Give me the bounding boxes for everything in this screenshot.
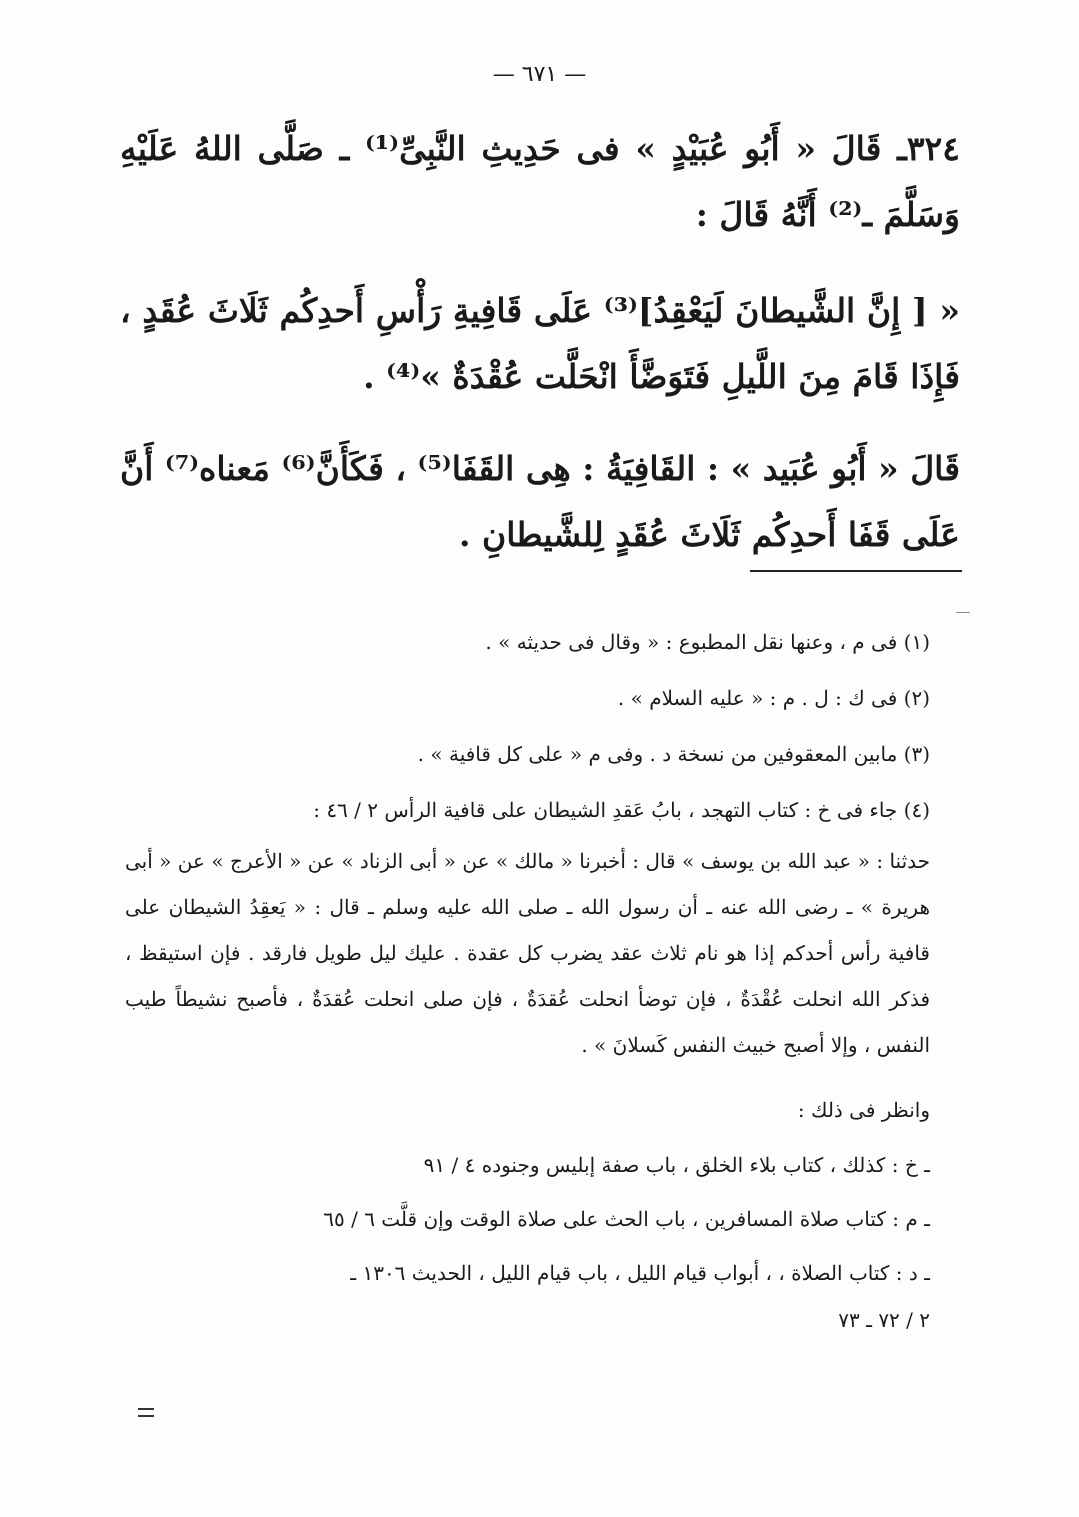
footnote-4-body: حدثنا : « عبد الله بن يوسف » قال : أخبرنا « مالك » عن « أبى الزناد » عن « الأعرج » عن « أبى هريرة » ـ رضى الله عنه ـ أن رسول الله ـ صلى الله عليه وسلم ـ قال : « يَعقِدُ الشيطان على قافية رأس أحدكم إذا هو نام ثلاث عقد يضرب كل عقدة . عليك ليل طويل فارقد . فإن استيقظ ، فذكر الله انحلت عُقْدَةٌ ، فإن توضأ انحلت عُقدَةٌ ، فإن صلى انحلت عُقدَةٌ ، فأصبح نشيطاً طيب النفس ، وإلا أصبح خبيث النفس كَسلانَ » .	[125, 849, 930, 1057]
footnote-divider	[750, 570, 962, 572]
reference-2: ـ م : كتاب صلاة المسافرين ، باب الحث على صلاة الوقت وإن قلَّت ٦ / ٦٥	[323, 1207, 930, 1231]
main-text	[120, 116, 960, 568]
footnote-4-heading: (٤) جاء فى خ : كتاب التهجد ، بابُ عَقدِ الشيطان على قافية الرأس ٢ / ٤٦ :	[313, 798, 930, 822]
hadith-text-paragraph: « [ إِنَّ الشَّيطانَ لَيَعْقِدُ]⁽³⁾ عَلَى قَافِيةِ رَأْسِ أَحدِكُم ثَلَاثَ عُقَدٍ ، فَإِذَا قَامَ مِنَ اللَّيلِ فَتَوَضَّأَ انْحَلَّت عُقْدَةٌ »⁽⁴⁾ .	[120, 291, 961, 396]
see-also-label: وانظر فى ذلك :	[797, 1098, 930, 1122]
footnote-4	[125, 782, 930, 1068]
commentary-paragraph: قَالَ « أَبُو عُبَيد » : القَافِيَةُ : هِى القَفَا⁽⁵⁾ ، فَكَأَنَّ⁽⁶⁾ مَعناه⁽⁷⁾ أَنَّ عَلَى قَفَا أَحدِكُم ثَلَاثَ عُقَدٍ لِلشَّيطانِ .	[120, 449, 960, 554]
page-corner-mark	[138, 1408, 154, 1417]
page-number: — ٦٧١ —	[492, 62, 587, 87]
reference-3: ـ د : كتاب الصلاة ، ، أبواب قيام الليل ، باب قيام الليل ، الحديث ١٣٠٦ ـ	[350, 1261, 930, 1285]
footnote-1: (١) فى م ، وعنها نقل المطبوع : « وقال فى حديثه » .	[485, 630, 930, 654]
footnotes	[125, 614, 930, 1340]
reference-3-continuation: ٢ / ٧٢ ـ ٧٣	[838, 1308, 930, 1332]
footnote-2: (٢) فى ك : ل . م : « عليه السلام » .	[617, 686, 930, 710]
margin-mark	[956, 612, 970, 613]
hadith-intro-paragraph: ٣٢٤ـ قَالَ « أَبُو عُبَيْدٍ » فى حَدِيثِ النَّبِىِّ⁽¹⁾ ـ صَلَّى اللهُ عَلَيْهِ وَسَلَّمَ ـ⁽²⁾ أَنَّهُ قَالَ :	[120, 129, 960, 234]
reference-1: ـ خ : كذلك ، كتاب بلاء الخلق ، باب صفة إبليس وجنوده ٤ / ٩١	[423, 1153, 930, 1177]
footnote-3: (٣) مابين المعقوفين من نسخة د . وفى م « على كل قافية » .	[417, 742, 930, 766]
